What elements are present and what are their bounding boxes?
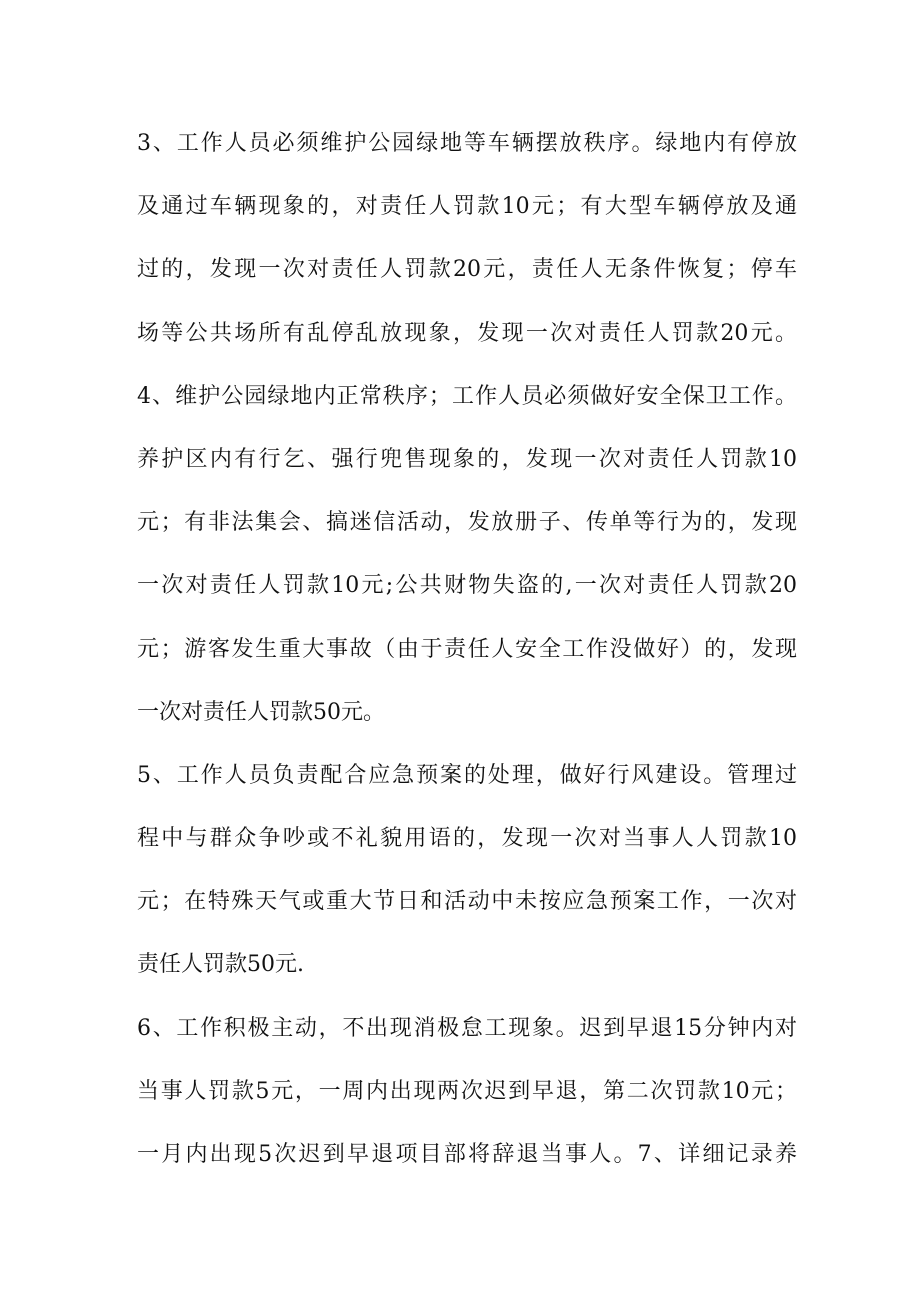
text-line: 4、维护公园绿地内正常秩序；工作人员必须做好安全保卫工作。	[137, 383, 797, 409]
text-line: 元；有非法集会、搞迷信活动，发放册子、传单等行为的，发现	[137, 510, 797, 536]
text-line: 程中与群众争吵或不礼貌用语的，发现一次对当事人人罚款10	[137, 826, 797, 852]
text-line: 一次对责任人罚款10元;公共财物失盗的,一次对责任人罚款20	[137, 573, 797, 599]
text-line: 当事人罚款5元，一周内出现两次迟到早退，第二次罚款10元；	[137, 1078, 797, 1104]
text-line: 元；在特殊天气或重大节日和活动中未按应急预案工作，一次对	[137, 889, 797, 915]
text-line: 养护区内有行乞、强行兜售现象的，发现一次对责任人罚款10	[137, 446, 797, 472]
text-line: 及通过车辆现象的，对责任人罚款10元；有大型车辆停放及通	[137, 194, 797, 220]
text-line: 场等公共场所有乱停乱放现象，发现一次对责任人罚款20元。	[137, 320, 797, 346]
text-line: 6、工作积极主动，不出现消极怠工现象。迟到早退15分钟内对	[137, 1015, 797, 1041]
text-line: 一次对责任人罚款50元。	[137, 699, 385, 725]
text-line: 责任人罚款50元.	[137, 952, 304, 978]
text-line: 一月内出现5次迟到早退项目部将辞退当事人。7、详细记录养	[137, 1142, 797, 1167]
text-line: 3、工作人员必须维护公园绿地等车辆摆放秩序。绿地内有停放	[137, 131, 797, 156]
text-line: 5、工作人员负责配合应急预案的处理，做好行风建设。管理过	[137, 762, 797, 788]
text-line: 过的，发现一次对责任人罚款20元，责任人无条件恢复；停车	[137, 257, 797, 283]
text-line: 元；游客发生重大事故（由于责任人安全工作没做好）的，发现	[137, 636, 797, 662]
document-body	[137, 121, 797, 1195]
